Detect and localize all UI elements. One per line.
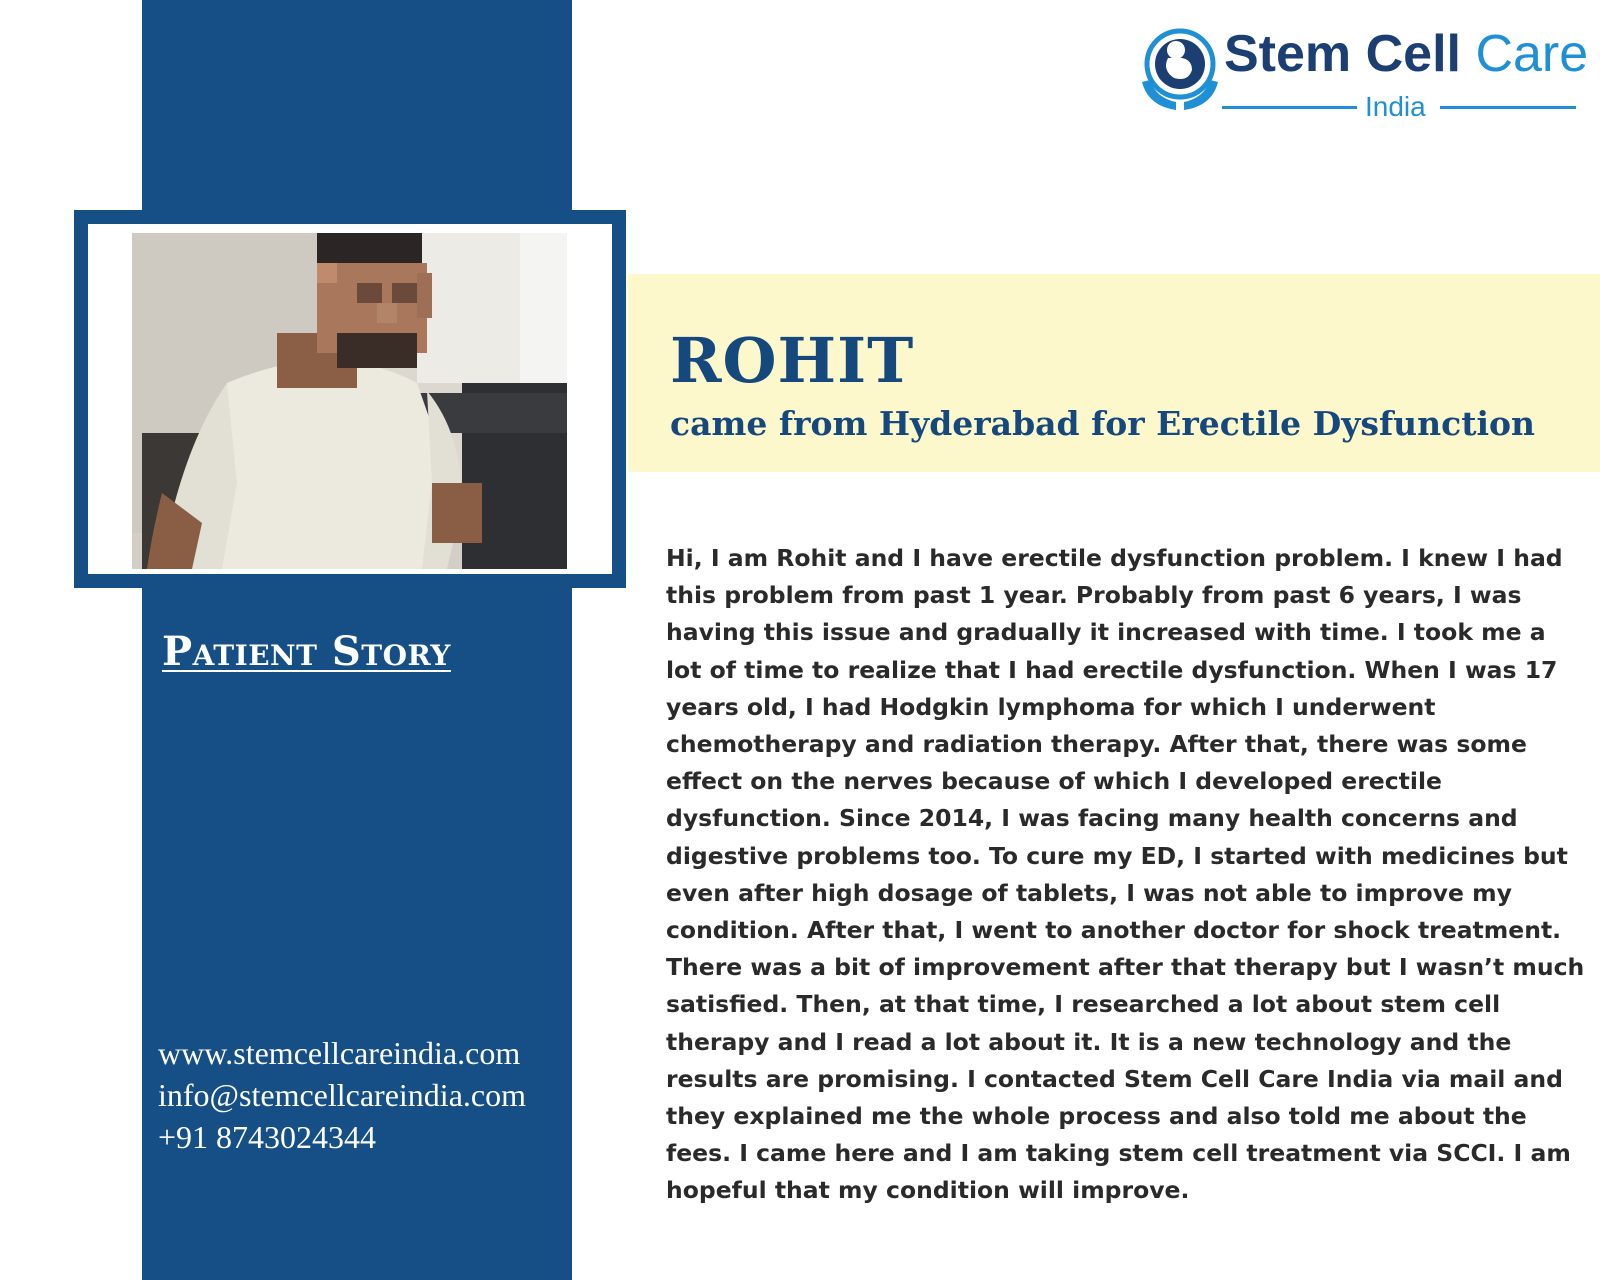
brand-rule-left [1222,106,1357,109]
patient-photo [132,233,567,569]
email-link[interactable]: info@stemcellcareindia.com [158,1077,526,1113]
photo-mat [88,224,612,574]
patient-name: ROHIT [670,324,915,397]
brand-name [1224,25,1589,83]
website-link[interactable]: www.stemcellcareindia.com [158,1035,521,1071]
patient-story-heading: Patient Story [162,628,451,675]
contact-info [158,1032,526,1158]
brand-logo[interactable] [1136,22,1589,122]
story-body: Hi, I am Rohit and I have erectile dysfunction problem. I knew I had this problem from past 1 year. Probably from past 6 years, I was having this issue and gradually it increased with time. I took me a lot of time to realize that I had erectile dysfunction. When I was 17 years old, I had Hodgkin lymphoma for which I underwent chemotherapy and radiation therapy. After that, there was some effect on the nerves because of which I developed erectile dysfunction. Since 2014, I was facing many health concerns and digestive problems too. To cure my ED, I started with medicines but even after high dosage of tablets, I was not able to improve my condition. After that, I went to another doctor for shock treatment. There was a bit of improvement after that therapy but I wasn’t much satisfied. Then, at that time, I researched a lot about stem cell therapy and I read a lot about it. It is a new technology and the results are promising. I contacted Stem Cell Care India via mail and they explained me the whole process and also told me about the fees. I came here and I am taking stem cell treatment via SCCI. I am hopeful that my condition will improve. [666,544,1585,1205]
photo-frame [74,210,626,588]
patient-photo-image [132,233,567,569]
brand-sub: India [1365,91,1426,122]
brand-rule-right [1440,106,1576,109]
brand-name-main: Stem Cell [1224,25,1461,83]
phone-number[interactable]: +91 8743024344 [158,1119,377,1155]
patient-subtitle: came from Hyderabad for Erectile Dysfunction [670,404,1536,443]
brand-subline [1222,92,1576,122]
brand-name-accent: Care [1475,25,1589,83]
hands-holding-embryo-icon [1136,24,1222,120]
